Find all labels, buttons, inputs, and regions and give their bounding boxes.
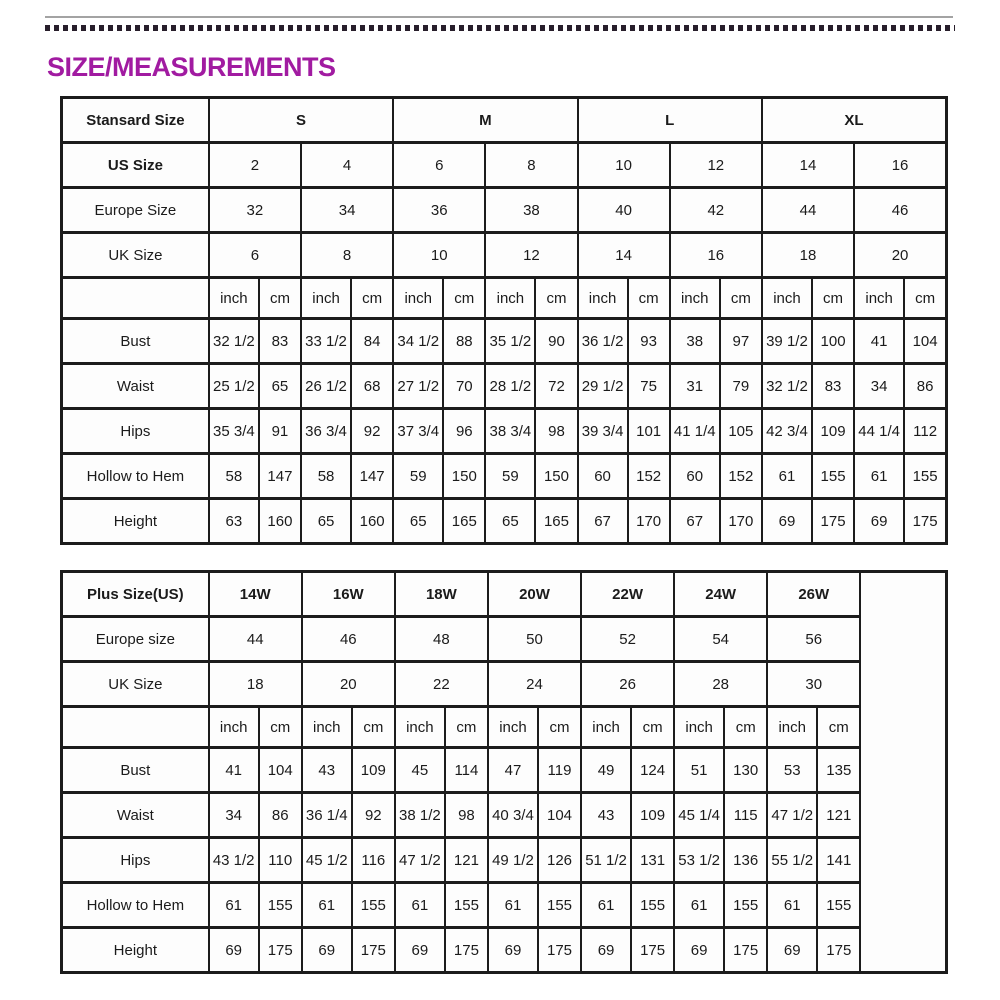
table-cell: 109	[631, 793, 674, 838]
table-cell: 34	[209, 793, 259, 838]
europe-size-row-label: Europe Size	[62, 188, 209, 233]
table-cell: 41	[854, 319, 904, 364]
table-cell: 61	[488, 883, 538, 928]
table-cell: 104	[904, 319, 946, 364]
table-cell: 32	[209, 188, 301, 233]
table-cell: 175	[631, 928, 674, 973]
plus-unit-header-row	[62, 707, 947, 748]
table-cell: 135	[817, 748, 860, 793]
table-cell: 152	[720, 454, 762, 499]
table-cell: 34	[854, 364, 904, 409]
table-cell: 41 1/4	[670, 409, 720, 454]
table-cell: 24W	[674, 572, 767, 617]
table-cell: 16	[670, 233, 762, 278]
table-cell: 175	[445, 928, 488, 973]
table-cell: 79	[720, 364, 762, 409]
table-cell: 175	[352, 928, 395, 973]
table-cell: inch	[302, 707, 352, 748]
table-cell: 155	[259, 883, 302, 928]
table-cell: 41	[209, 748, 259, 793]
plus-waist-row-label: Waist	[62, 793, 209, 838]
table-cell: 110	[259, 838, 302, 883]
standard-size-corner-label: Stansard Size	[62, 98, 209, 143]
table-cell: 75	[628, 364, 670, 409]
table-cell: 27 1/2	[393, 364, 443, 409]
table-cell: cm	[443, 278, 485, 319]
plus-europe-size-row	[62, 617, 947, 662]
table-cell: 130	[724, 748, 767, 793]
table-cell: 141	[817, 838, 860, 883]
table-cell: cm	[720, 278, 762, 319]
table-cell: cm	[628, 278, 670, 319]
table-cell: 25 1/2	[209, 364, 259, 409]
table-cell: 36	[393, 188, 485, 233]
table-cell: 40	[578, 188, 670, 233]
table-cell: 65	[485, 499, 535, 544]
table-cell: 18	[762, 233, 854, 278]
table-cell: 115	[724, 793, 767, 838]
table-cell: 2	[209, 143, 301, 188]
table-cell: 155	[817, 883, 860, 928]
table-cell: 175	[724, 928, 767, 973]
table-cell: 49	[581, 748, 631, 793]
table-cell: 38 3/4	[485, 409, 535, 454]
table-cell: inch	[670, 278, 720, 319]
table-cell: 121	[445, 838, 488, 883]
table-cell: 44	[762, 188, 854, 233]
table-cell: 69	[767, 928, 817, 973]
table-cell: 6	[393, 143, 485, 188]
table-cell: 42 3/4	[762, 409, 812, 454]
table-cell: 165	[443, 499, 485, 544]
table-cell: 51 1/2	[581, 838, 631, 883]
table-cell: 36 1/2	[578, 319, 628, 364]
table-cell: 105	[720, 409, 762, 454]
table-cell: 155	[812, 454, 854, 499]
table-cell: 104	[259, 748, 302, 793]
table-cell: 61	[209, 883, 259, 928]
table-cell: 101	[628, 409, 670, 454]
table-cell: 92	[352, 793, 395, 838]
table-cell: 155	[631, 883, 674, 928]
standard-size-table	[60, 96, 948, 545]
plus-unit-row-empty-corner	[62, 707, 209, 748]
table-cell: 69	[395, 928, 445, 973]
table-cell: 51	[674, 748, 724, 793]
table-cell: 90	[535, 319, 577, 364]
table-cell: 30	[767, 662, 860, 707]
table-cell: 52	[581, 617, 674, 662]
table-cell: 59	[485, 454, 535, 499]
table-cell: 53 1/2	[674, 838, 724, 883]
table-cell: inch	[762, 278, 812, 319]
plus-height-row-label: Height	[62, 928, 209, 973]
table-cell: 155	[904, 454, 946, 499]
table-cell: 116	[352, 838, 395, 883]
table-cell: 38 1/2	[395, 793, 445, 838]
height-row-label: Height	[62, 499, 209, 544]
table-cell: 35 1/2	[485, 319, 535, 364]
table-cell: 40 3/4	[488, 793, 538, 838]
table-cell: 4	[301, 143, 393, 188]
hollow-to-hem-row-label: Hollow to Hem	[62, 454, 209, 499]
waist-row	[62, 364, 947, 409]
table-cell: 55 1/2	[767, 838, 817, 883]
top-divider-line	[45, 16, 953, 18]
table-cell: 88	[443, 319, 485, 364]
plus-europe-size-row-label: Europe size	[62, 617, 209, 662]
table-cell: 61	[581, 883, 631, 928]
table-cell: 160	[351, 499, 393, 544]
table-cell: 45	[395, 748, 445, 793]
table-cell: 65	[259, 364, 301, 409]
table-cell: cm	[259, 707, 302, 748]
table-cell: inch	[209, 707, 259, 748]
table-cell: 47 1/2	[395, 838, 445, 883]
table-cell: cm	[817, 707, 860, 748]
table-cell: 136	[724, 838, 767, 883]
table-cell: 98	[445, 793, 488, 838]
table-cell: 155	[538, 883, 581, 928]
table-cell: cm	[631, 707, 674, 748]
table-cell: 33 1/2	[301, 319, 351, 364]
table-cell: 38	[670, 319, 720, 364]
plus-bust-row	[62, 748, 947, 793]
table-cell: 34 1/2	[393, 319, 443, 364]
table-cell: inch	[488, 707, 538, 748]
table-cell: 68	[351, 364, 393, 409]
table-cell: 61	[674, 883, 724, 928]
table-cell: 56	[767, 617, 860, 662]
table-cell: 65	[393, 499, 443, 544]
table-cell: 170	[720, 499, 762, 544]
table-cell: 97	[720, 319, 762, 364]
table-cell: 12	[670, 143, 762, 188]
table-cell: 63	[209, 499, 259, 544]
table-cell: 119	[538, 748, 581, 793]
table-cell: 36 1/4	[302, 793, 352, 838]
unit-row-empty-corner	[62, 278, 209, 319]
table-cell: 126	[538, 838, 581, 883]
table-cell: 65	[301, 499, 351, 544]
table-cell: 61	[767, 883, 817, 928]
table-cell: 18	[209, 662, 302, 707]
table-cell: 100	[812, 319, 854, 364]
table-cell: 124	[631, 748, 674, 793]
table-cell: 175	[812, 499, 854, 544]
table-cell: 86	[259, 793, 302, 838]
table-cell: 18W	[395, 572, 488, 617]
table-cell: 10	[578, 143, 670, 188]
table-cell: 28	[674, 662, 767, 707]
uk-size-row	[62, 233, 947, 278]
table-cell: inch	[301, 278, 351, 319]
table-cell: 93	[628, 319, 670, 364]
plus-table-empty-column	[860, 572, 946, 973]
table-cell: 92	[351, 409, 393, 454]
table-cell: 43	[302, 748, 352, 793]
table-cell: 14	[762, 143, 854, 188]
table-cell: 24	[488, 662, 581, 707]
table-cell: 39 3/4	[578, 409, 628, 454]
table-cell: 14	[578, 233, 670, 278]
table-cell: 59	[393, 454, 443, 499]
table-cell: 150	[535, 454, 577, 499]
europe-size-row	[62, 188, 947, 233]
table-cell: 32 1/2	[762, 364, 812, 409]
table-cell: 84	[351, 319, 393, 364]
table-cell: 16	[854, 143, 946, 188]
hips-row-label: Hips	[62, 409, 209, 454]
table-cell: 14W	[209, 572, 302, 617]
table-cell: 114	[445, 748, 488, 793]
table-cell: 155	[352, 883, 395, 928]
table-cell: 69	[674, 928, 724, 973]
table-cell: inch	[581, 707, 631, 748]
plus-waist-row	[62, 793, 947, 838]
table-cell: 39 1/2	[762, 319, 812, 364]
hollow-to-hem-row	[62, 454, 947, 499]
table-cell: 69	[302, 928, 352, 973]
plus-hips-row-label: Hips	[62, 838, 209, 883]
hips-row	[62, 409, 947, 454]
table-cell: 26 1/2	[301, 364, 351, 409]
table-cell: 155	[445, 883, 488, 928]
table-cell: XL	[762, 98, 947, 143]
plus-hollow-to-hem-row-label: Hollow to Hem	[62, 883, 209, 928]
plus-bust-row-label: Bust	[62, 748, 209, 793]
table-cell: 165	[535, 499, 577, 544]
table-cell: 45 1/2	[302, 838, 352, 883]
table-cell: 109	[352, 748, 395, 793]
table-cell: cm	[259, 278, 301, 319]
table-cell: 70	[443, 364, 485, 409]
table-cell: S	[209, 98, 393, 143]
table-cell: 46	[854, 188, 946, 233]
table-cell: 50	[488, 617, 581, 662]
table-cell: 61	[395, 883, 445, 928]
table-cell: 69	[209, 928, 259, 973]
table-cell: L	[578, 98, 762, 143]
table-cell: cm	[724, 707, 767, 748]
table-cell: inch	[674, 707, 724, 748]
table-cell: 20	[854, 233, 946, 278]
table-cell: 61	[302, 883, 352, 928]
table-cell: inch	[393, 278, 443, 319]
bust-row	[62, 319, 947, 364]
us-size-row-label: US Size	[62, 143, 209, 188]
table-cell: 28 1/2	[485, 364, 535, 409]
table-cell: 67	[670, 499, 720, 544]
table-cell: 86	[904, 364, 946, 409]
table-cell: 16W	[302, 572, 395, 617]
table-cell: 131	[631, 838, 674, 883]
table-cell: 150	[443, 454, 485, 499]
table-cell: inch	[209, 278, 259, 319]
table-cell: M	[393, 98, 577, 143]
table-cell: 96	[443, 409, 485, 454]
table-cell: 91	[259, 409, 301, 454]
plus-size-header-row	[62, 572, 947, 617]
table-cell: 35 3/4	[209, 409, 259, 454]
table-cell: cm	[351, 278, 393, 319]
table-cell: 147	[259, 454, 301, 499]
table-cell: 58	[301, 454, 351, 499]
table-cell: 147	[351, 454, 393, 499]
table-cell: 32 1/2	[209, 319, 259, 364]
table-cell: 20W	[488, 572, 581, 617]
table-cell: 60	[578, 454, 628, 499]
table-cell: 34	[301, 188, 393, 233]
table-cell: 44	[209, 617, 302, 662]
table-cell: 6	[209, 233, 301, 278]
table-cell: 43 1/2	[209, 838, 259, 883]
table-cell: 26	[581, 662, 674, 707]
table-cell: 12	[485, 233, 577, 278]
table-cell: 98	[535, 409, 577, 454]
table-cell: 112	[904, 409, 946, 454]
table-cell: 54	[674, 617, 767, 662]
table-cell: cm	[535, 278, 577, 319]
table-cell: 175	[817, 928, 860, 973]
table-cell: 44 1/4	[854, 409, 904, 454]
uk-size-row-label: UK Size	[62, 233, 209, 278]
table-cell: 8	[485, 143, 577, 188]
table-cell: 69	[488, 928, 538, 973]
plus-uk-size-row	[62, 662, 947, 707]
table-cell: 83	[812, 364, 854, 409]
table-cell: 45 1/4	[674, 793, 724, 838]
table-cell: 53	[767, 748, 817, 793]
table-cell: 43	[581, 793, 631, 838]
standard-size-header-row	[62, 98, 947, 143]
table-cell: 83	[259, 319, 301, 364]
table-cell: 29 1/2	[578, 364, 628, 409]
table-cell: cm	[904, 278, 946, 319]
table-cell: 26W	[767, 572, 860, 617]
us-size-row	[62, 143, 947, 188]
plus-hips-row	[62, 838, 947, 883]
table-cell: 175	[904, 499, 946, 544]
table-cell: 155	[724, 883, 767, 928]
table-cell: 42	[670, 188, 762, 233]
table-cell: 175	[259, 928, 302, 973]
table-cell: 69	[854, 499, 904, 544]
page-title: SIZE/MEASUREMENTS	[47, 52, 336, 82]
table-cell: cm	[445, 707, 488, 748]
table-cell: 22	[395, 662, 488, 707]
table-cell: 47	[488, 748, 538, 793]
height-row	[62, 499, 947, 544]
plus-size-corner-label: Plus Size(US)	[62, 572, 209, 617]
table-cell: 121	[817, 793, 860, 838]
table-cell: 175	[538, 928, 581, 973]
dotted-divider-line	[45, 25, 955, 31]
table-cell: 37 3/4	[393, 409, 443, 454]
table-cell: 49 1/2	[488, 838, 538, 883]
table-cell: 8	[301, 233, 393, 278]
table-cell: 22W	[581, 572, 674, 617]
unit-header-row	[62, 278, 947, 319]
table-cell: cm	[352, 707, 395, 748]
table-cell: 10	[393, 233, 485, 278]
table-cell: 61	[762, 454, 812, 499]
table-cell: 72	[535, 364, 577, 409]
table-cell: inch	[854, 278, 904, 319]
table-cell: inch	[395, 707, 445, 748]
table-cell: 69	[762, 499, 812, 544]
table-cell: 69	[581, 928, 631, 973]
table-cell: 152	[628, 454, 670, 499]
table-cell: cm	[538, 707, 581, 748]
table-cell: cm	[812, 278, 854, 319]
table-cell: 109	[812, 409, 854, 454]
waist-row-label: Waist	[62, 364, 209, 409]
bust-row-label: Bust	[62, 319, 209, 364]
table-cell: 46	[302, 617, 395, 662]
table-cell: 170	[628, 499, 670, 544]
table-cell: 47 1/2	[767, 793, 817, 838]
table-cell: 58	[209, 454, 259, 499]
table-cell: 38	[485, 188, 577, 233]
table-cell: 60	[670, 454, 720, 499]
table-cell: 104	[538, 793, 581, 838]
plus-uk-size-row-label: UK Size	[62, 662, 209, 707]
plus-hollow-to-hem-row	[62, 883, 947, 928]
table-cell: 36 3/4	[301, 409, 351, 454]
table-cell: 20	[302, 662, 395, 707]
table-cell: inch	[767, 707, 817, 748]
plus-height-row	[62, 928, 947, 973]
table-cell: 48	[395, 617, 488, 662]
table-cell: inch	[485, 278, 535, 319]
table-cell: inch	[578, 278, 628, 319]
table-cell: 61	[854, 454, 904, 499]
table-cell: 67	[578, 499, 628, 544]
table-cell: 160	[259, 499, 301, 544]
plus-size-table	[60, 570, 948, 974]
table-cell: 31	[670, 364, 720, 409]
